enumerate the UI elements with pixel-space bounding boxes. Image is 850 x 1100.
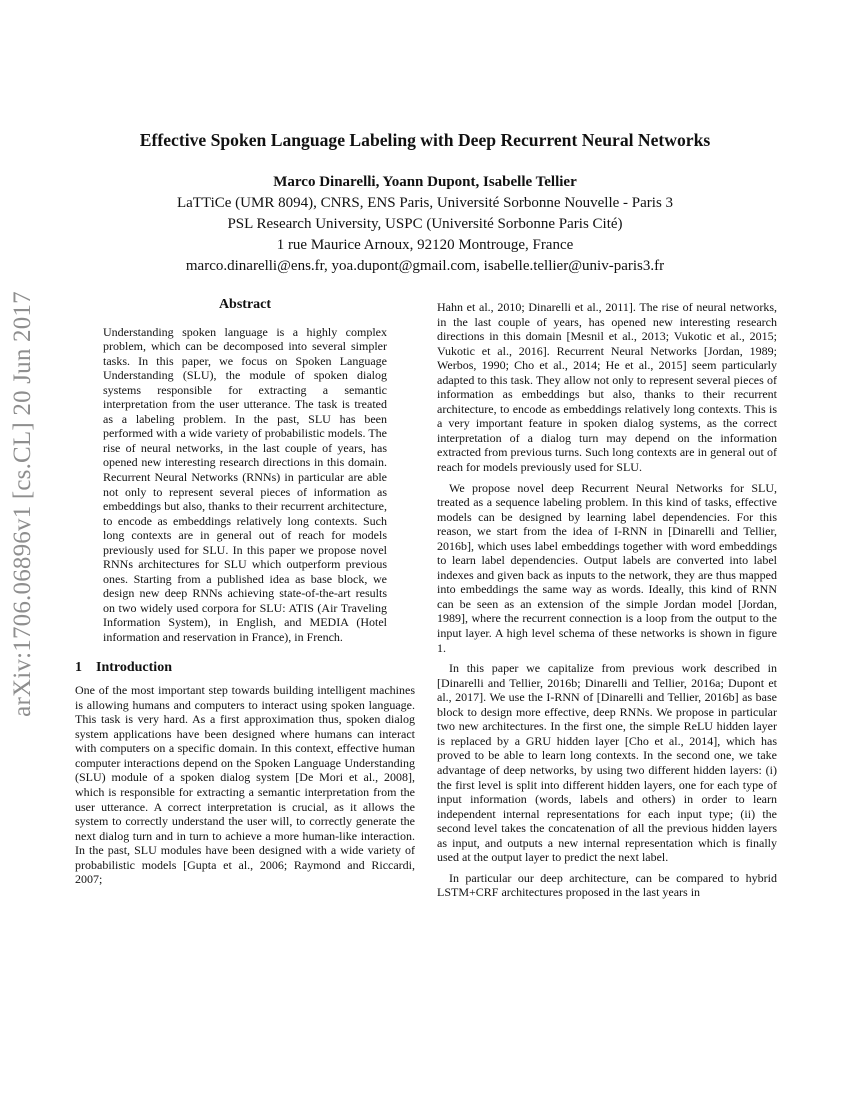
paragraph-proposal: We propose novel deep Recurrent Neural Networks for SLU, treated as a sequence labeling problem. In this kind of tasks, effective models can be designed by learning label dependencies. For this reason, we start from the idea of I-RNN in [Dinarelli and Tellier, 2016b], which uses label embeddings together with word embeddings to learn label dependencies. Output labels are converted into label indexes and given back as inputs to the network, they are thus mapped into embeddings the same way as words. Ideally, this kind of RNN can be seen as an extension of the simple Jordan model [Jordan, 1989], where the recurrent connection is a loop from the output to the input layer. A high level schema of these networks is shown in figure 1. xyxy=(437,480,777,655)
arxiv-side-stamp xyxy=(2,291,44,717)
paragraph-deep-architecture: In particular our deep architecture, can be compared to hybrid LSTM+CRF architectures proposed in the last years in xyxy=(437,870,777,900)
paper-title: Effective Spoken Language Labeling with Deep Recurrent Neural Networks xyxy=(139,130,711,150)
section-heading xyxy=(75,661,415,676)
left-column xyxy=(75,298,415,887)
intro-paragraph: One of the most important step towards building intelligent machines is allowing humans and computers to interact using spoken language. This task is very hard. As a first approximation thus, spoken dialog system applications have been designed where humans can interact with computers on a specific domain. In this context, effective human computer interactions depend on the Spoken Language Understanding (SLU) module of a spoken dialog system [De Mori et al., 2008], which is responsible for extracting a semantic interpretation from the user utterance. A correct interpretation is crucial, as it allows the system to correctly understand the user will, to correctly generate the next dialog turn and in turn to achieve a more human-like interaction. In the past, SLU modules have been designed with a wide variety of probabilistic models [Gupta et al., 2006; Raymond and Riccardi, 2007; xyxy=(75,683,415,887)
paragraph-continued: Hahn et al., 2010; Dinarelli et al., 2011]. The rise of neural networks, in the last couple of years, has opened new interesting research directions in this domain [Mesnil et al., 2013; Vukotic et al., 2015; Vukotic et al., 2016]. Recurrent Neural Networks [Jordan, 1989; Werbos, 1990; Cho et al., 2014; He et al., 2015] seem particularly adapted to this task. They allow not only to represent several pieces of information as embeddings but also, thanks to their recurrent architecture, to encode as embeddings relatively long contexts. This is a very important feature in spoken dialog systems, as the correct interpretation of a dialog turn may depend on the information extracted from previous turns. Such long contexts are in general out of reach for models previously used for SLU. xyxy=(437,300,777,475)
section-title: Introduction xyxy=(96,659,172,675)
abstract-heading: Abstract xyxy=(218,297,272,312)
abstract-body: Understanding spoken language is a highly complex problem, which can be decomposed into several simpler tasks. In this paper, we focus on Spoken Language Understanding (SLU), the module of spoken dialog systems responsible for extracting a semantic interpretation from the user utterance. The task is treated as a labeling problem. In the past, SLU has been performed with a wide variety of probabilistic models. The rise of neural networks, in the last couple of years, has opened new interesting research directions in this domain. Recurrent Neural Networks (RNNs) in particular are able not only to represent several pieces of information as embeddings but also, thanks to their recurrent architecture, to encode as embeddings relatively long contexts. Such long contexts are in general out of reach for models previously used for SLU. In this paper we propose novel RNNs architectures for SLU which outperform previous ones. Starting from a published idea as base block, we design new deep RNNs achieving state-of-the-art results on two widely used corpora for SLU: ATIS (Air Traveling Information System), in English, and MEDIA (Hotel information and reservation in France), in French. xyxy=(103,324,387,645)
author-emails: marco.dinarelli@ens.fr, yoa.dupont@gmail.com, isabelle.tellier@univ-paris3.fr xyxy=(185,258,665,274)
address-line: 1 rue Maurice Arnoux, 92120 Montrouge, France xyxy=(276,237,574,253)
affiliation-line-1: LaTTiCe (UMR 8094), CNRS, ENS Paris, Université Sorbonne Nouvelle - Paris 3 xyxy=(176,195,674,211)
paragraph-capitalize: In this paper we capitalize from previous work described in [Dinarelli and Tellier, 2016b; Dinarelli and Tellier, 2016a; Dupont et al., 2017]. We use the I-RNN of [Dinarelli and Tellier, 2016b] as base block to design more effective, deep RNNs. We propose in particular two new architectures. In the first one, the simple ReLU hidden layer is replaced by a GRU hidden layer [Cho et al., 2014], which has proved to be able to learn long contexts. In the second one, we take advantage of deep networks, by using two different hidden layers: (i) the first level is split into different hidden layers, one for each type of input information (words, labels and others) in order to learn independent internal representations for each input type; (ii) the second level takes the concatenation of all the previous hidden layers as input, and outputs a new internal representation which is finally used at the output layer to predict the next label. xyxy=(437,661,777,865)
author-block xyxy=(60,172,790,277)
author-names: Marco Dinarelli, Yoann Dupont, Isabelle Tellier xyxy=(273,174,577,190)
section-number: 1 xyxy=(75,659,82,675)
right-column xyxy=(437,300,777,900)
affiliation-line-2: PSL Research University, USPC (Université Sorbonne Paris Cité) xyxy=(227,216,623,232)
arxiv-identifier: arXiv:1706.06896v1 [cs.CL] 20 Jun 2017 xyxy=(9,291,36,717)
